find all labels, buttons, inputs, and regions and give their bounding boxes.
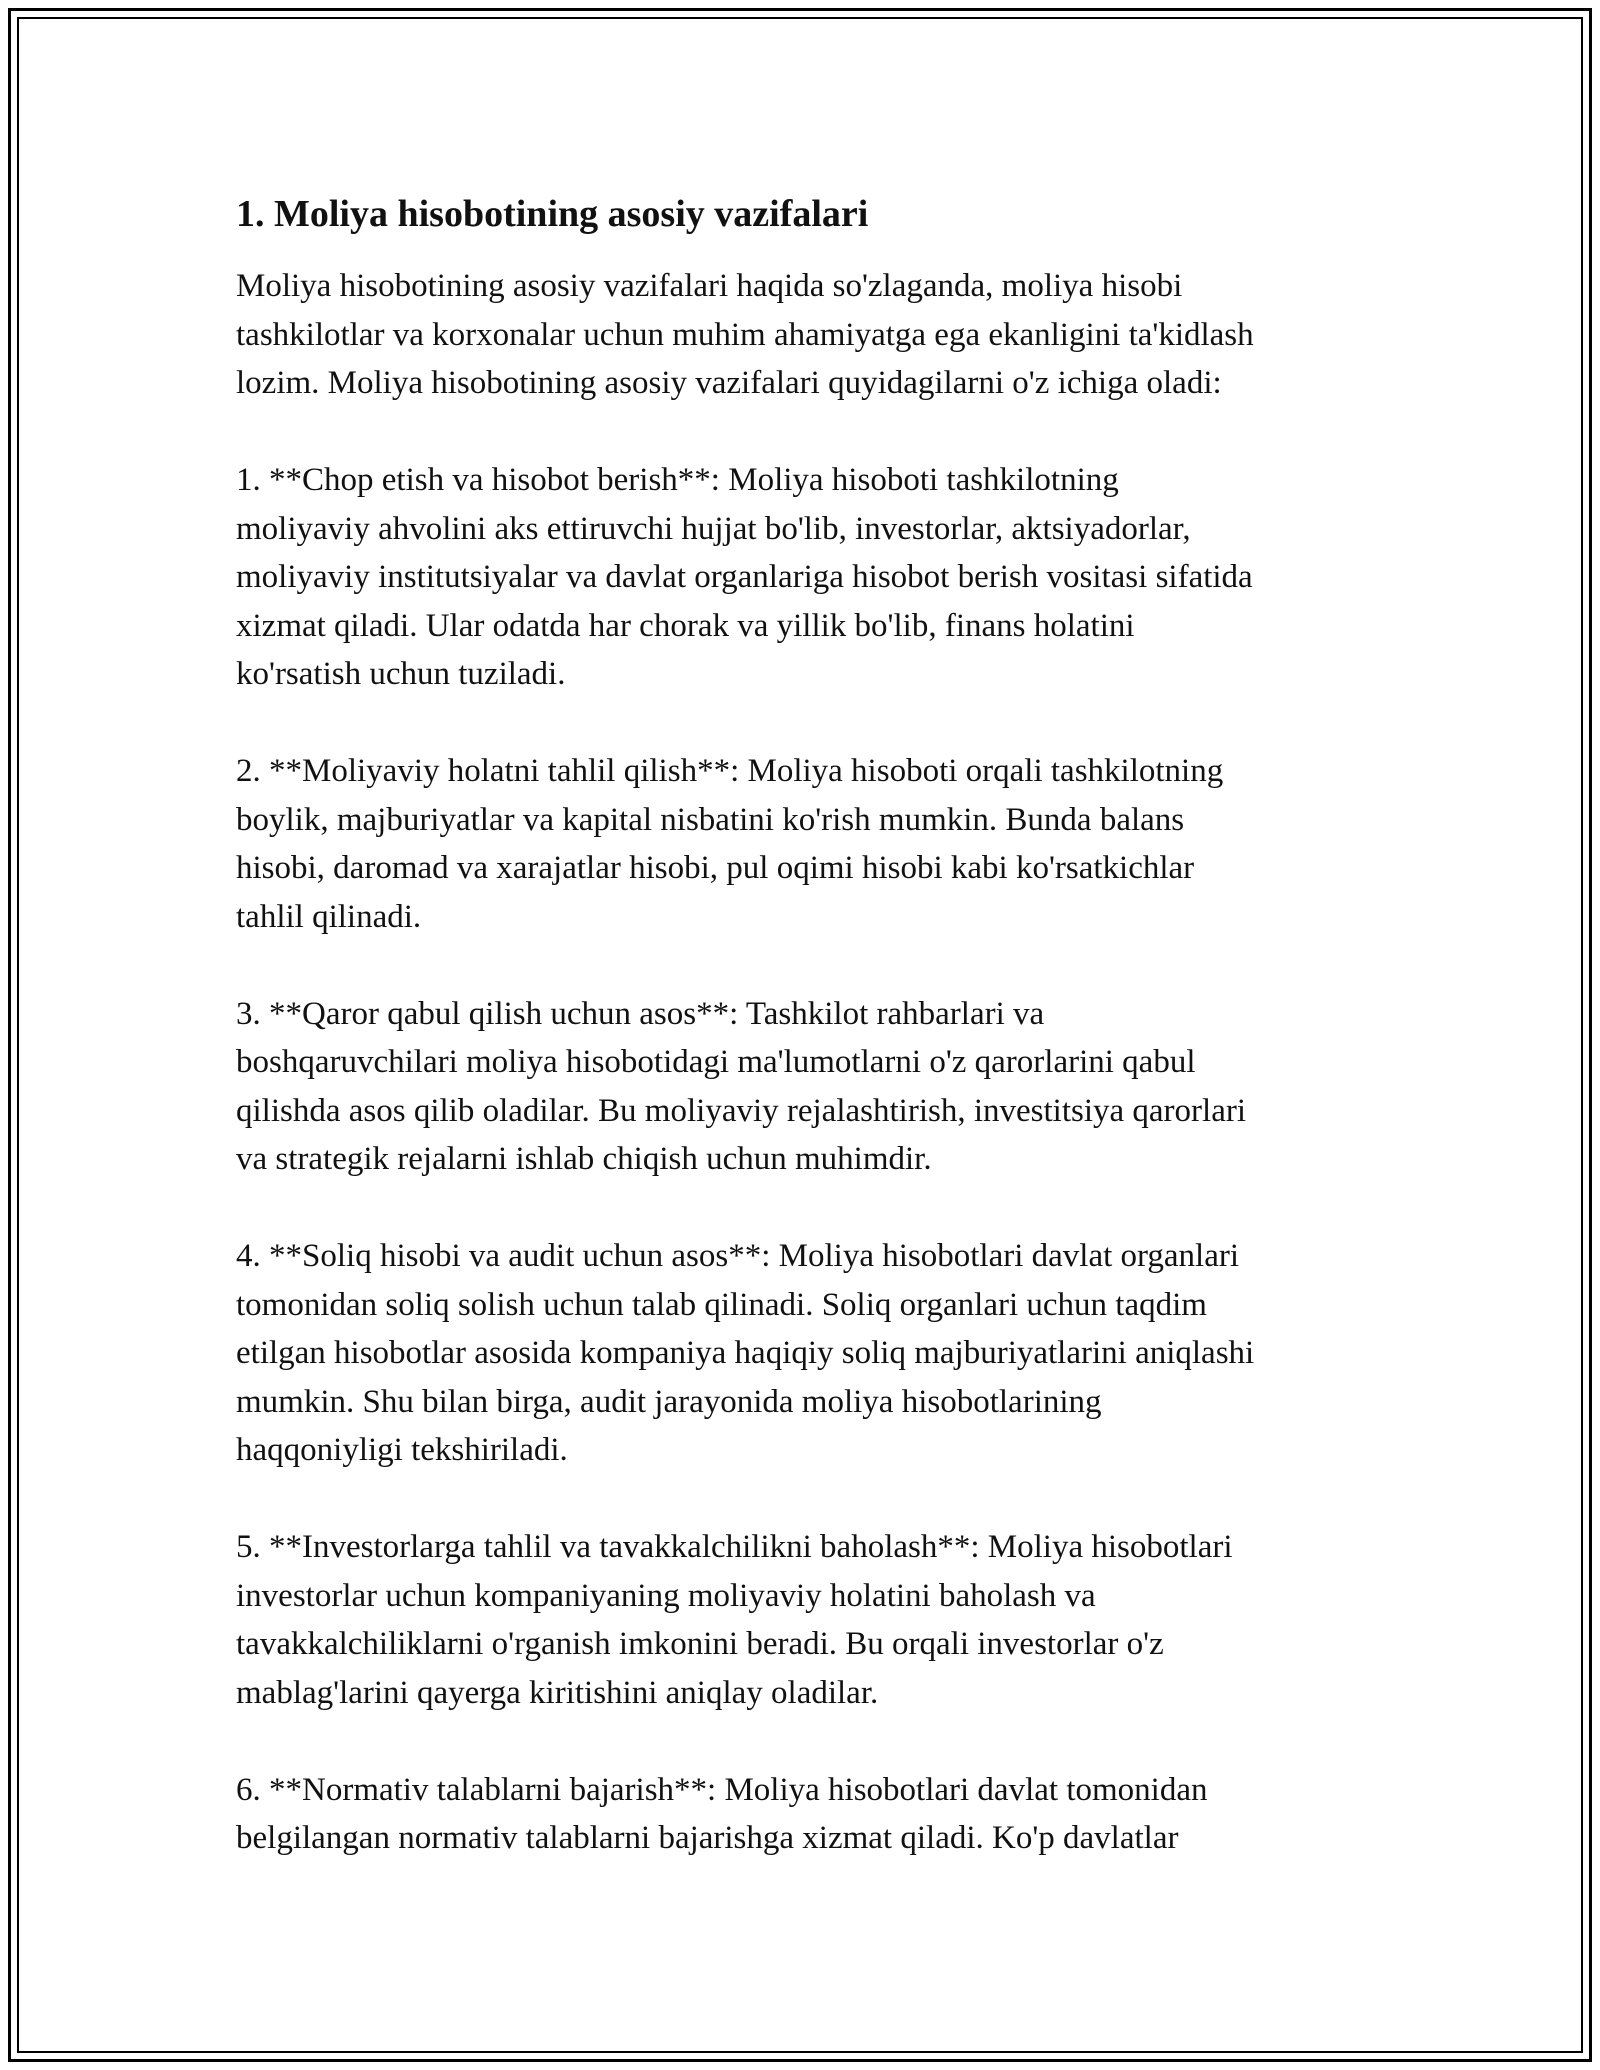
list-item-1-paragraph: 1. **Chop etish va hisobot berish**: Moliya hisoboti tashkilotning moliyaviy ahvolini aks ettiruvchi hujjat bo'lib, investorlar, aktsiyadorlar, moliyaviy institutsiyalar va davlat organlariga hisobot berish vositasi sifatida xizmat qiladi. Ular odatda har chorak va yillik bo'lib, finans holatini ko'rsatish uchun tuziladi. <box>236 462 1253 692</box>
document-body <box>236 180 1376 1911</box>
section-heading: 1. Moliya hisobotining asosiy vazifalari <box>236 193 869 235</box>
list-item-5-paragraph: 5. **Investorlarga tahlil va tavakkalchilikni baholash**: Moliya hisobotlari investorlar uchun kompaniyaning moliyaviy holatini baholash va tavakkalchiliklarni o'rganish imkonini beradi. Bu orqali investorlar o'z mablag'larini qayerga kiritishini aniqlay oladilar. <box>236 1529 1233 1711</box>
list-item-4-paragraph: 4. **Soliq hisobi va audit uchun asos**: Moliya hisobotlari davlat organlari tomonidan soliq solish uchun talab qilinadi. Soliq organlari uchun taqdim etilgan hisobotlar asosida kompaniya haqiqiy soliq majburiyatlarini aniqlashi mumkin. Shu bilan birga, audit jarayonida moliya hisobotlarining haqqoniyligi tekshiriladi. <box>236 1238 1255 1468</box>
list-item-6-paragraph: 6. **Normativ talablarni bajarish**: Moliya hisobotlari davlat tomonidan belgilangan normativ talablarni bajarishga xizmat qiladi. Ko'p davlatlar <box>236 1771 1208 1856</box>
intro-paragraph: Moliya hisobotining asosiy vazifalari haqida so'zlaganda, moliya hisobi tashkilotlar va korxonalar uchun muhim ahamiyatga ega ekanligini ta'kidlash lozim. Moliya hisobotining asosiy vazifalari quyidagilarni o'z ichiga oladi: <box>236 268 1254 401</box>
list-item-2-paragraph: 2. **Moliyaviy holatni tahlil qilish**: Moliya hisoboti orqali tashkilotning boylik, majburiyatlar va kapital nisbatini ko'rish mumkin. Bunda balans hisobi, daromad va xarajatlar hisobi, pul oqimi hisobi kabi ko'rsatkichlar tahlil qilinadi. <box>236 753 1224 935</box>
list-item-3-paragraph: 3. **Qaror qabul qilish uchun asos**: Tashkilot rahbarlari va boshqaruvchilari moliya hisobotidagi ma'lumotlarni o'z qarorlarini qabul qilishda asos qilib oladilar. Bu moliyaviy rejalashtirish, investitsiya qarorlari va strategik rejalarni ishlab chiqish uchun muhimdir. <box>236 995 1246 1177</box>
